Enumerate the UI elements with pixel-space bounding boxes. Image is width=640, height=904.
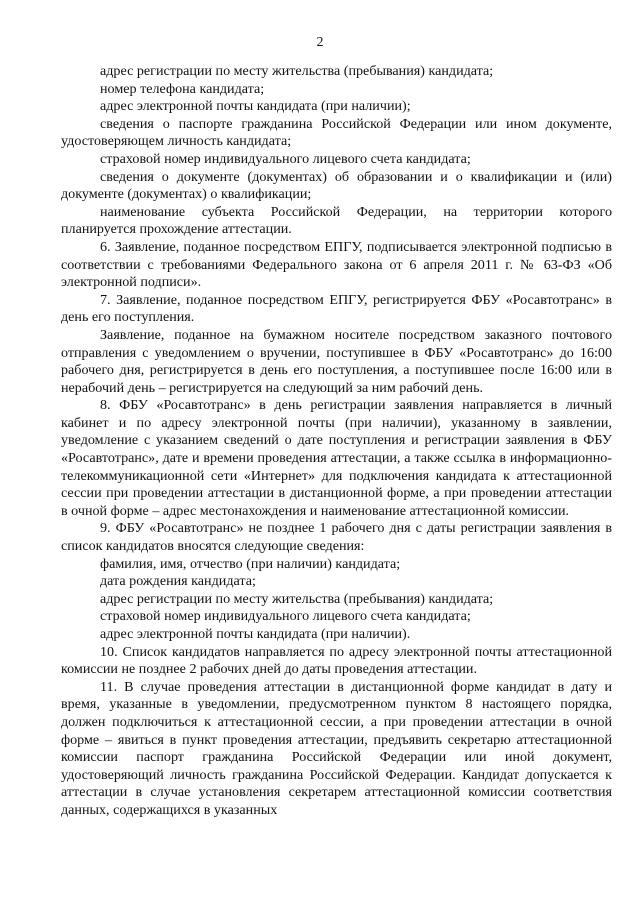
paragraph: наименование субъекта Российской Федерации, на территории которого планируется прохождение аттестации. bbox=[61, 203, 612, 238]
paragraph: адрес регистрации по месту жительства (пребывания) кандидата; bbox=[100, 63, 494, 79]
paragraph: фамилия, имя, отчество (при наличии) кандидата; bbox=[100, 555, 401, 572]
paragraph: адрес электронной почты кандидата (при наличии). bbox=[100, 626, 411, 642]
paragraph: страховой номер индивидуального лицевого счета кандидата; bbox=[100, 150, 471, 167]
paragraph: 7. Заявление, поданное посредством ЕПГУ, регистрируется ФБУ «Росавтотранс» в день его поступления. bbox=[61, 291, 612, 326]
paragraph: адрес электронной почты кандидата (при наличии); bbox=[100, 98, 411, 115]
paragraph: 6. Заявление, поданное посредством ЕПГУ, подписывается электронной подписью в соответствии с требованиями Федерального закона от 6 апреля 2011 г. № 63-ФЗ «Об электронной подписи». bbox=[61, 238, 612, 291]
paragraph: номер телефона кандидата; bbox=[100, 80, 265, 97]
paragraph: сведения о документе (документах) об образовании и о квалификации и (или) документе (документах) о квалификации; bbox=[61, 168, 612, 203]
paragraph: дата рождения кандидата; bbox=[100, 573, 256, 590]
paragraph: 11. В случае проведения аттестации в дистанционной форме кандидат в дату и время, указанные в уведомлении, предусмотренном пунктом 8 настоящего порядка, должен подключиться к аттестационной сессии, а при проведении аттестации в очной форме – явиться в пункт проведения аттестации, предъявить секретарю аттестационной комиссии паспорт гражданина Российской Федерации или иной документ, удостоверяющий личность гражданина Российской Федерации. Кандидат допускается к аттестации в случае установления секретарем аттестационной комиссии соответствия данных, содержащихся в указанных bbox=[61, 678, 612, 818]
paragraph: 9. ФБУ «Росавтотранс» не позднее 1 рабочего дня с даты регистрации заявления в список кандидатов вносятся следующие сведения: bbox=[61, 520, 612, 555]
paragraph: сведения о паспорте гражданина Российской Федерации или ином документе, удостоверяющем личность кандидата; bbox=[61, 115, 612, 150]
paragraph: 10. Список кандидатов направляется по адресу электронной почты аттестационной комиссии не позднее 2 рабочих дней до даты проведения аттестации. bbox=[61, 643, 612, 678]
paragraph: адрес регистрации по месту жительства (пребывания) кандидата; bbox=[100, 590, 494, 607]
document-body bbox=[61, 63, 612, 820]
paragraph: страховой номер индивидуального лицевого счета кандидата; bbox=[100, 608, 471, 625]
paragraph: Заявление, поданное на бумажном носителе посредством заказного почтового отправления с уведомлением о вручении, поступившее в ФБУ «Росавтотранс» до 16:00 рабочего дня, регистрируется в день его поступления, а поступившее после 16:00 или в нерабочий день – регистрируется на следующий за ним рабочий день. bbox=[61, 326, 612, 396]
paragraph: 8. ФБУ «Росавтотранс» в день регистрации заявления направляется в личный кабинет и по адресу электронной почты (при наличии), указанному в заявлении, уведомление с указанием сведений о дате поступления и регистрации заявления в ФБУ «Росавтотранс», дате и времени проведения аттестации, а также ссылка в информационно-телекоммуникационной сети «Интернет» для подключения кандидата к аттестационной сессии при проведении аттестации в дистанционной форме, а при проведении аттестации в очной форме – адрес местонахождения и наименование аттестационной комиссии. bbox=[61, 397, 612, 519]
page-number: 2 bbox=[316, 35, 324, 50]
